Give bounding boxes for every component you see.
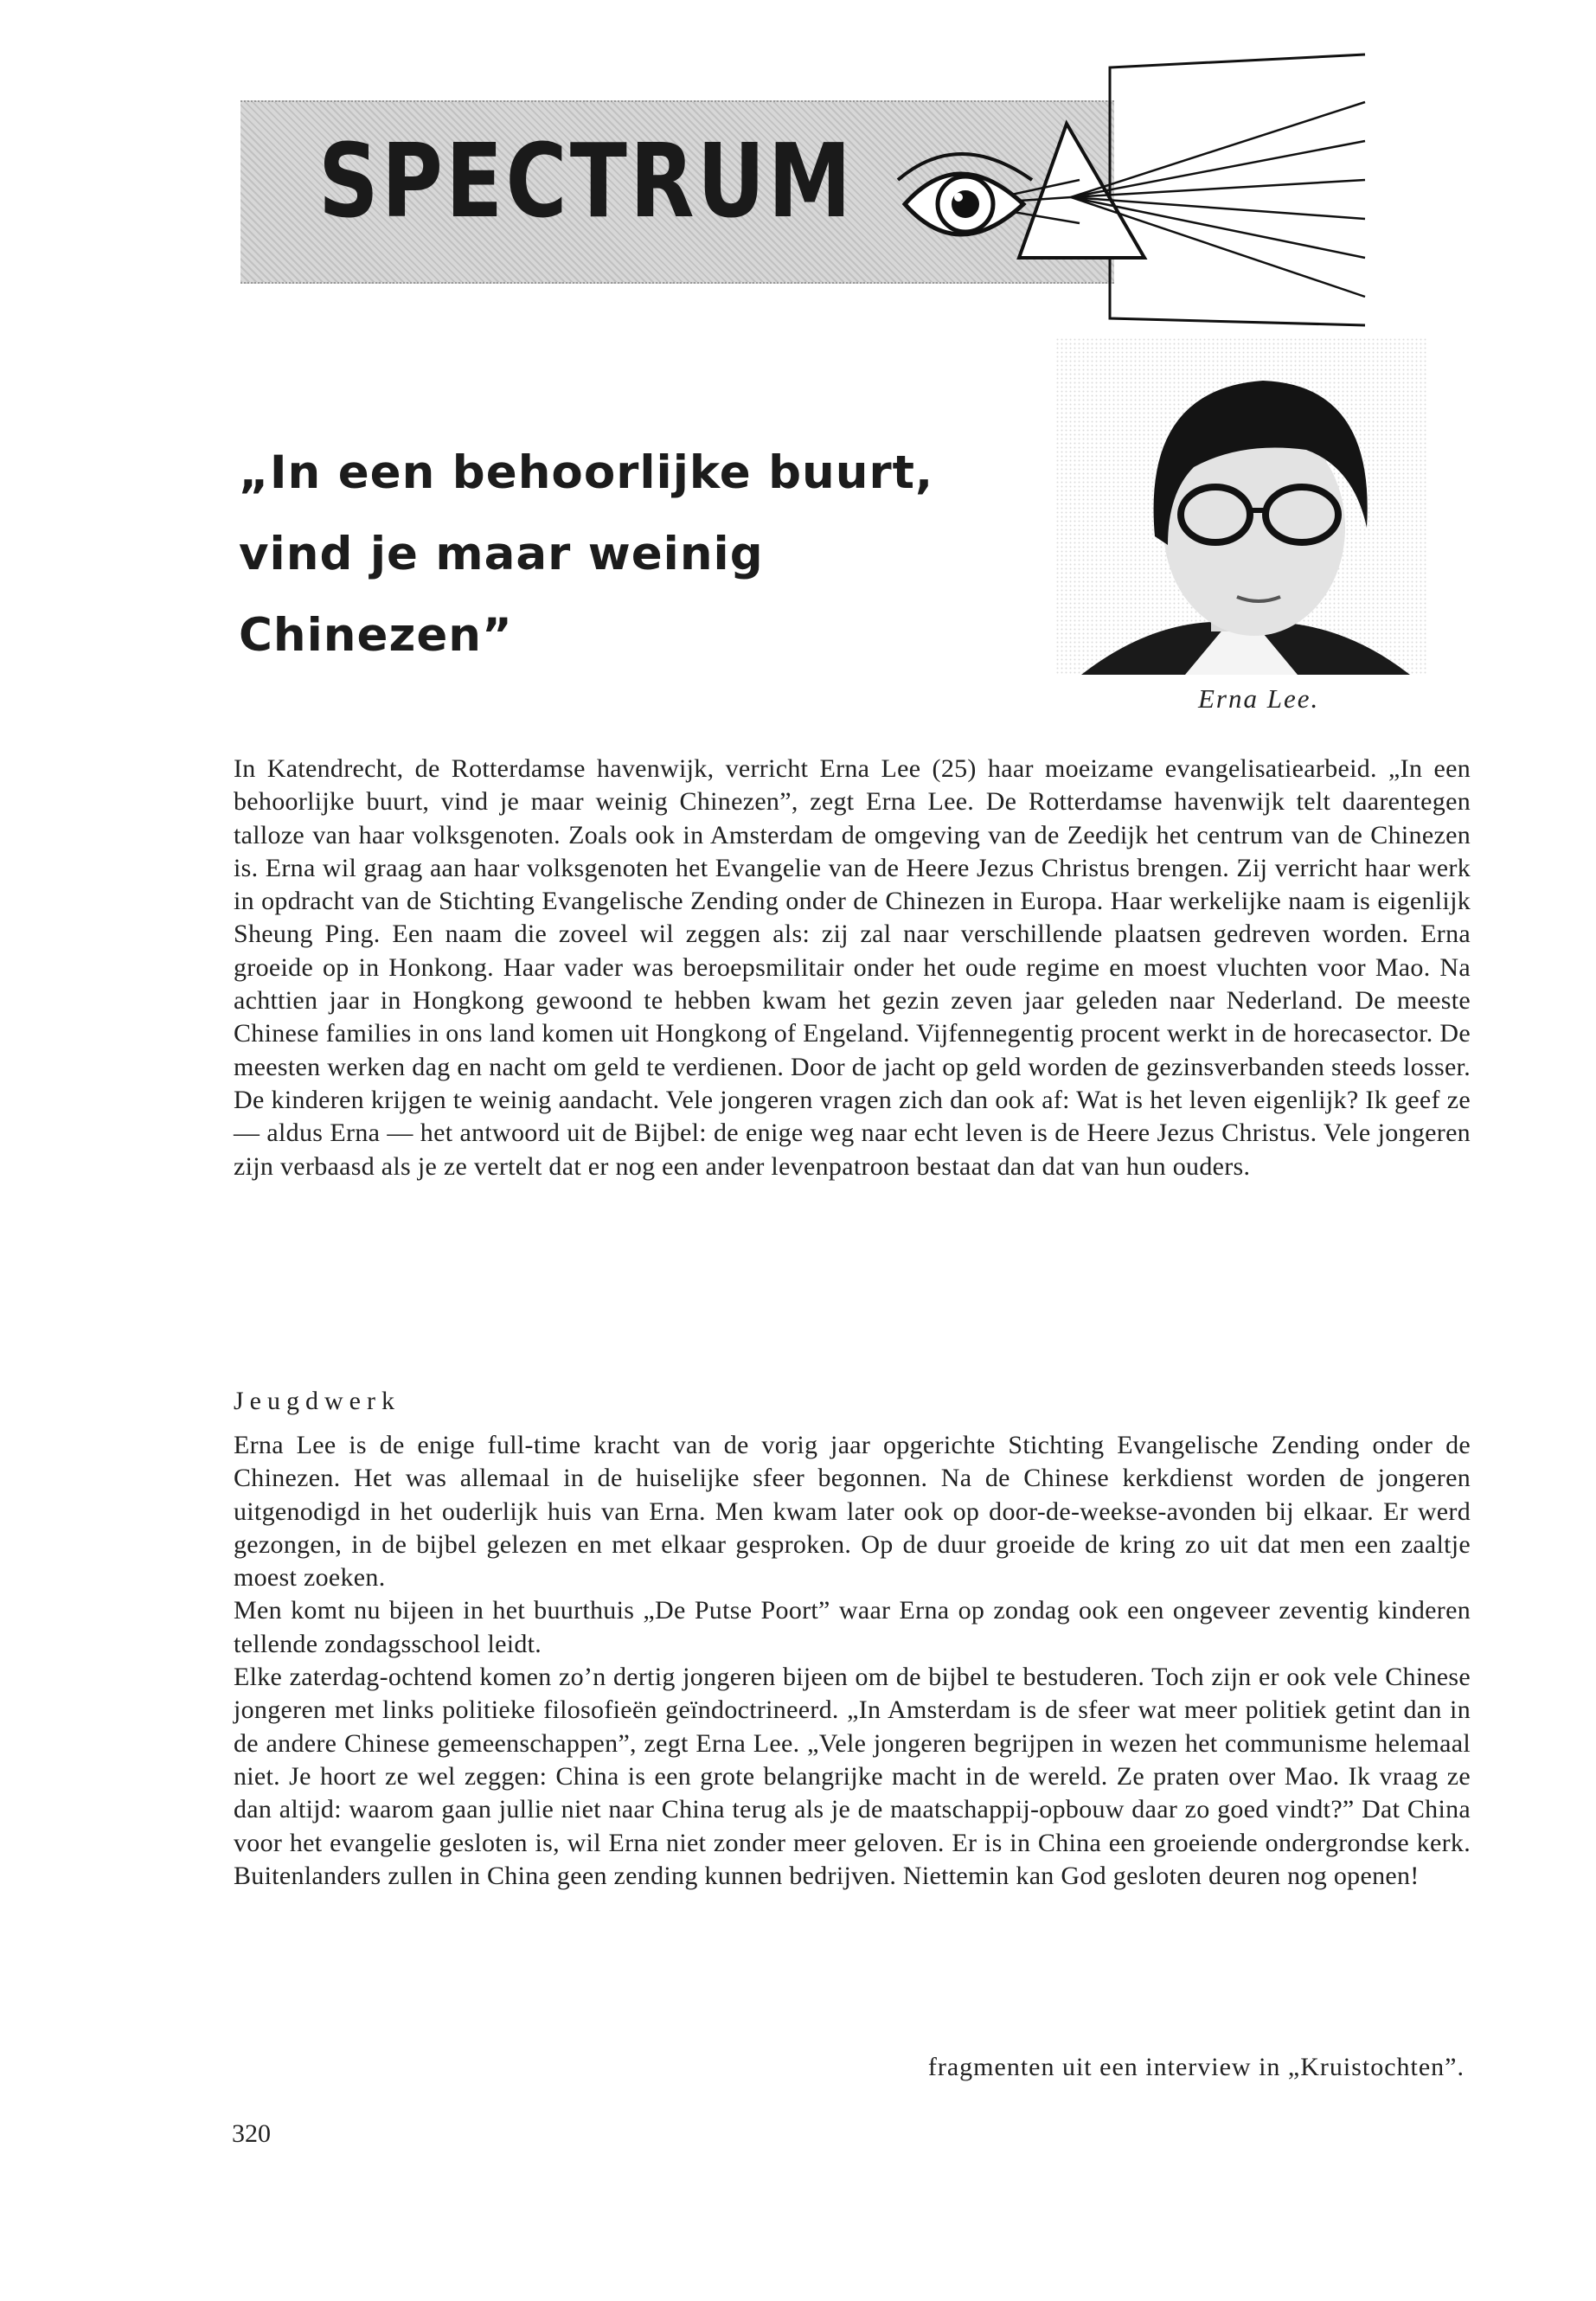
source-credit: fragmenten uit een interview in „Kruistochten”. [927,2053,1465,2081]
headline-line-2: vind je maar weinig [239,528,764,580]
photo-caption: Erna Lee. [1198,683,1320,714]
section-paragraph: Erna Lee is de enige full-time kracht van de vorig jaar opgerichte Stichting Evangelische Zending onder de Chinezen. Het was allemaal in de huiselijke sfeer begonnen. Na de Chinese kerkdienst worden de jongeren uitgenodigd in het ouderlijk huis van Erna. Men kwam later ook op door-de-weekse-avonden bij elkaar. Er werd gezongen, in de bijbel gelezen en met elkaar gesproken. Op de duur groeide de kring zo uit dat men een zaaltje moest zoeken. [234,1431,1471,1593]
section-body [234,1429,1471,1893]
page-number: 320 [232,2119,271,2148]
eye-prism-icon [240,50,1384,336]
section-paragraph: Men komt nu bijeen in het buurthuis „De Putse Poort” waar Erna op zondag ook een ongeveer zeventig kinderen tellende zondagsschool leidt. [234,1596,1471,1658]
portrait-photo [1055,337,1427,675]
intro-paragraph: In Katendrecht, de Rotterdamse havenwijk, verricht Erna Lee (25) haar moeizame evangelisatiearbeid. „In een behoorlijke buurt, vind je maar weinig Chinezen”, zegt Erna Lee. De Rotterdamse havenwijk telt daarentegen talloze van haar volksgenoten. Zoals ook in Amsterdam de omgeving van de Zeedijk het centrum van de Chinezen is. Erna wil graag aan haar volksgenoten het Evangelie van de Heere Jezus Christus brengen. Zij verricht haar werk in opdracht van de Stichting Evangelische Zending onder de Chinezen in Europa. Haar werkelijke naam is eigenlijk Sheung Ping. Een naam die zoveel wil zeggen als: zij zal naar verschillende plaatsen gedreven worden. Erna groeide op in Honkong. Haar vader was beroepsmilitair onder het oude regime en moest vluchten voor Mao. Na achttien jaar in Hongkong gewoond te hebben kwam het gezin zeven jaar geleden naar Nederland. De meeste Chinese families in ons land komen uit Hongkong of Engeland. Vijfennegentig procent werkt in de horecasector. De meesten werken dag en nacht om geld te verdienen. Door de jacht op geld worden de gezinsverbanden steeds losser. De kinderen krijgen te weinig aandacht. Vele jongeren vragen zich dan ook af: Wat is het leven eigenlijk? Ik geef ze — aldus Erna — het antwoord uit de Bijbel: de enige weg naar echt leven is de Heere Jezus Christus. Vele jongeren zijn verbaasd als je ze vertelt dat er nog een ander levenpatroon bestaat dan dat van hun ouders. [234,754,1471,1181]
article-headline [239,433,983,676]
banner-title: SPECTRUM [318,121,855,240]
headline-line-1: „In een behoorlijke buurt, [239,446,934,499]
section-paragraph: Elke zaterdag-ochtend komen zo’n dertig jongeren bijeen om de bijbel te bestuderen. Toch zijn er ook vele Chinese jongeren met links politieke filosofieën geïndoctrineerd. „In Amsterdam is de sfeer wat meer politiek getint dan in de andere Chinese gemeenschappen”, zegt Erna Lee. „Vele jongeren begrijpen in wezen het communisme helemaal niet. Je hoort ze wel zeggen: China is een grote belangrijke macht in de wereld. Ze praten over Mao. Ik vraag ze dan altijd: waarom gaan jullie niet naar China terug als je de maatschappij-opbouw daar zo goed vindt?” Dat China voor het evangelie gesloten is, wil Erna niet zonder meer geloven. Er is in China een groeiende ondergrondse kerk. Buitenlanders zullen in China geen zending kunnen bedrijven. Niettemin kan God gesloten deuren nog openen! [234,1663,1471,1890]
headline-line-3: Chinezen” [239,609,513,662]
section-subheading: Jeugdwerk [234,1387,401,1415]
spectrum-banner [240,50,1384,336]
